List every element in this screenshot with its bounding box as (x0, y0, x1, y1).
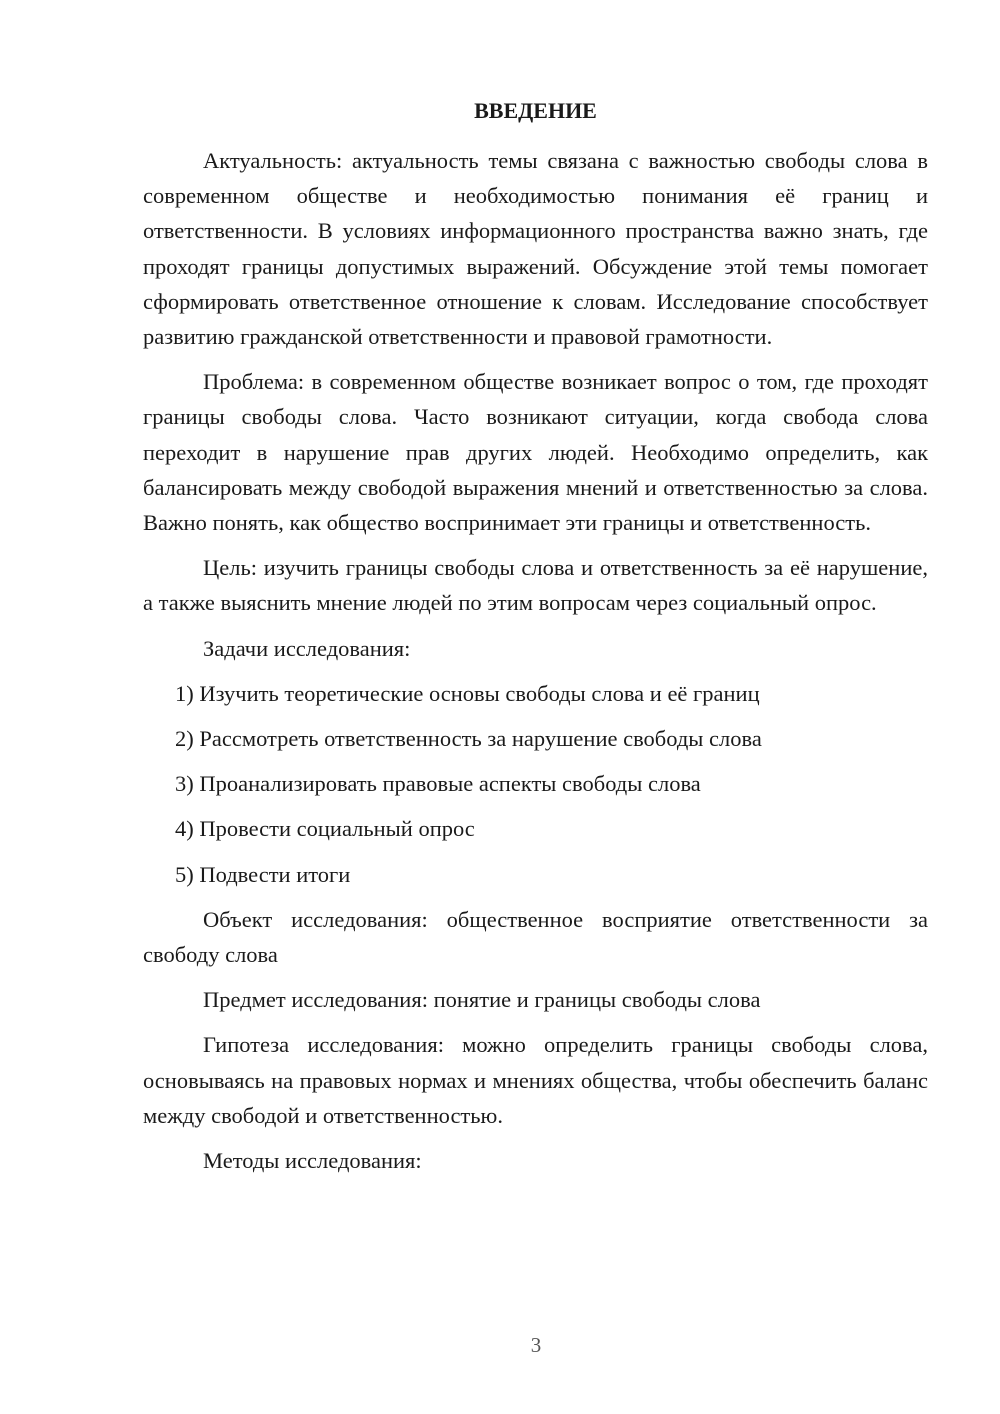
hypothesis-paragraph: Гипотеза исследования: можно определить границы свободы слова, основываясь на правовых нормах и мнениях общества, чтобы обеспечить баланс между свободой и ответственностью. (143, 1032, 928, 1128)
problem-paragraph: Проблема: в современном обществе возникает вопрос о том, где проходят границы свободы слова. Часто возникают ситуации, когда свобода слова переходит в нарушение прав других людей. Необходимо определить, как балансировать между свободой выражения мнений и ответственностью за слова. Важно понять, как общество воспринимает эти границы и ответственность. (143, 369, 928, 536)
task-item-2: 2) Рассмотреть ответственность за нарушение свободы слова (175, 726, 762, 752)
task-item-3: 3) Проанализировать правовые аспекты свободы слова (175, 771, 701, 797)
task-item-1: 1) Изучить теоретические основы свободы слова и её границ (175, 680, 760, 706)
document-body (143, 143, 928, 1188)
methods-title: Методы исследования: (203, 1148, 422, 1174)
object-paragraph: Объект исследования: общественное восприятие ответственности за свободу слова (143, 906, 928, 968)
relevance-paragraph: Актуальность: актуальность темы связана с важностью свободы слова в современном обществе и необходимостью понимания её границ и ответственности. В условиях информационного пространства важно знать, где проходят границы допустимых выражений. Обсуждение этой темы помогает сформировать ответственное отношение к словам. Исследование способствует развитию гражданской ответственности и правовой грамотности. (143, 148, 928, 350)
tasks-title: Задачи исследования: (203, 635, 411, 661)
task-item-5: 5) Подвести итоги (175, 861, 351, 887)
goal-paragraph: Цель: изучить границы свободы слова и ответственность за её нарушение, а также выяснить мнение людей по этим вопросам через социальный опрос. (143, 555, 928, 616)
subject-paragraph: Предмет исследования: понятие и границы свободы слова (203, 987, 761, 1013)
task-item-4: 4) Провести социальный опрос (175, 816, 475, 842)
section-heading: ВВЕДЕНИЕ (474, 98, 597, 123)
page-number: 3 (530, 1333, 542, 1357)
